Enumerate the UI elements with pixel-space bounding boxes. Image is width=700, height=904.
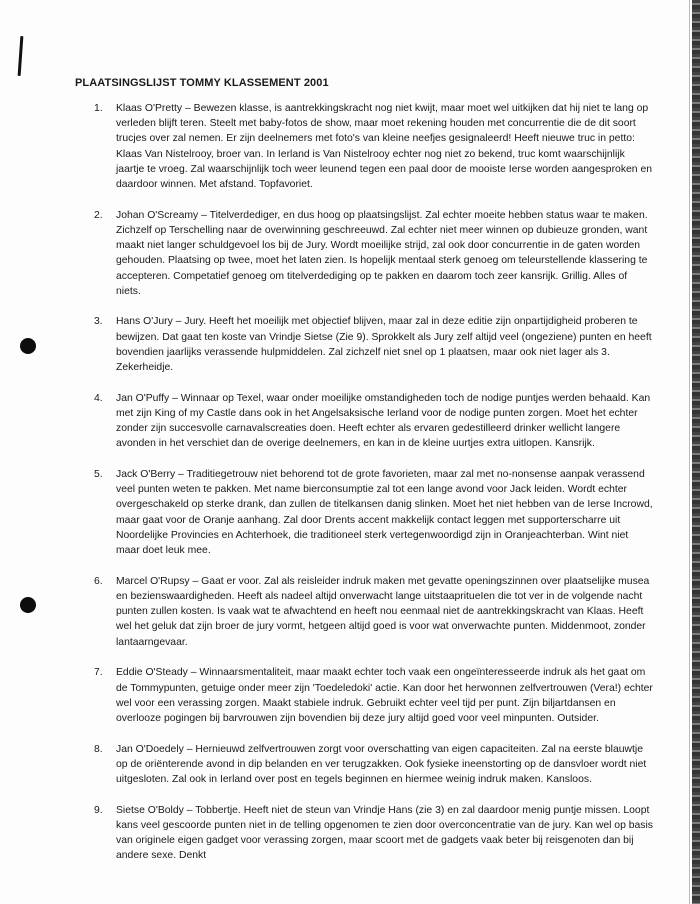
scan-edge xyxy=(692,0,700,904)
entry-text: Jack O'Berry – Traditiegetrouw niet behorend tot de grote favorieten, maar zal met no-nonsense aanpak verassend veel punten weten te pakken. Met name bierconsumptie zal tot een lange avond voor Jack leiden. Wordt echter overgeschakeld op sterke drank, dan zullen de titelkansen danig slinken. Moet het niet hebben van de Ierse Incrowd, maar gaat voor de Oranje aanhang. Zal door Drents accent makkelijk contact leggen met supporterscharre uit Noordelijke Provincies en Achterhoek, die traditioneel sterk vertegenwoordigd zijn in Oranjeachterban. Wint niet maar doet leuk mee. xyxy=(116,469,653,557)
entry-text: Eddie O'Steady – Winnaarsmentaliteit, maar maakt echter toch vaak een ongeïnteresseerde indruk als het gaat om de Tommypunten, getuige onder meer zijn 'Toedeledoki' actie. Kan door het herwonnen zelfvertrouwen (Vera!) echter wel voor een verassing zorgen. Maakt stabiele indruk. Gebruikt echter veel tijd per punt. Zijn biljartdansen en overlooze pogingen bij barvrouwen zijn bovendien bij deze jury altijd goed voor veel minpunten. Outsider. xyxy=(116,667,653,724)
entry-text: Johan O'Screamy – Titelverdediger, en dus hoog op plaatsingslijst. Zal echter moeite hebben status waar te maken. Zichzelf op Terschelling naar de overwinning geschreeuwd. Zal echter niet meer winnen op dubieuze gronden, want maakt niet langer schuldgevoel los bij de Jury. Wordt moeilijke strijd, zal ook door concurrentie in de gaten worden gehouden. Plaatsing op twee, moet het laten zien. Is hopelijk mentaal sterk genoeg om teleurstellende klassering te accepteren. Competatief genoeg om titelverdediging op te pakken en daarom toch zeer kansrijk. Grillig. Alles of niets. xyxy=(116,209,648,297)
entry-number: 1. xyxy=(94,103,103,114)
list-item xyxy=(88,574,653,650)
list-item xyxy=(88,314,653,375)
entry-number: 5. xyxy=(94,469,103,481)
entry-number: 6. xyxy=(94,575,103,587)
entry-number: 8. xyxy=(94,743,103,755)
list-item xyxy=(88,803,653,864)
entry-text: Marcel O'Rupsy – Gaat er voor. Zal als reisleider indruk maken met gevatte openingszinnen over plaatselijke musea en bezienswaardigheden. Heeft als nadeel altijd onverwacht lange uitstaapritueIen die tot ver in de volgende nacht punten zullen kosten. Is vaak wat te afwachtend en heeft nou eenmaal niet de aantrekkingskracht van Klaas. Heeft wel het geluk dat zijn broer de jury vormt, hetgeen altijd goed is voor wat onverwachte punten. Middenmoot, zonder lantaarngevaar. xyxy=(116,575,650,648)
pen-mark xyxy=(18,36,24,76)
list-item xyxy=(88,101,653,192)
entry-text: Klaas O'Pretty – Bewezen klasse, is aantrekkingskracht nog niet kwijt, maar moet wel uitkijken dat hij niet te lang op verleden blijft teren. Steelt met baby-fotos de show, maar moet rekening houden met concurrentie die de dit soort trucjes over zal nemen. Er zijn deelnemers met foto's van kleine neefjes gesignaleerd! Heeft nieuwe truc in petto: Klaas Van Nistelrooy, broer van. In Ierland is Van Nistelrooy echter nog niet zo bekend, truc komt waarschijnlijk jaartje te vroeg. Zal waarschijnlijk toch weer leunend tegen een paal door de mooiste Ierse worden aangesproken en daardoor winnen. Met afstand. Topfavoriet. xyxy=(116,103,653,191)
document-title: PLAATSINGSLIJST TOMMY KLASSEMENT 2001 xyxy=(75,77,329,89)
punch-hole xyxy=(20,338,36,354)
entry-text: Jan O'Puffy – Winnaar op Texel, waar onder moeilijke omstandigheden toch de nodige puntjes werden behaald. Kan met zijn King of my Castle dans ook in het Angelsaksische Ierland voor de nodige punten zorgen. Moet het echter zonder zijn succesvolle carnavalscreaties doen. Heeft echter als ervaren gedestilleerd drinker wellicht langere avonden in het verschiet dan de overige deelnemers, en kan in de kleine uurtjes extra uitlopen. Kansrijk. xyxy=(116,392,651,450)
entry-text: Jan O'Doedely – Hernieuwd zelfvertrouwen zorgt voor overschatting van eigen capaciteiten. Zal na eerste blauwtje op de oriënterende avond in dip belanden en ver terugzakken. Ook fysieke ineenstorting op de dansvloer wordt niet uitgesloten. Zal ook in Ierland over post en tegels beginnen en hiermee weinig indruk maken. Kansloos. xyxy=(116,743,647,786)
scan-edge-line xyxy=(689,0,690,904)
list-item xyxy=(88,742,653,788)
entry-text: Hans O'Jury – Jury. Heeft het moeilijk met objectief blijven, maar zal in deze editie zijn onpartijdigheid proberen te bewijzen. Dat gaat ten koste van Vrindje Sietse (Zie 9). Sprokkelt als Jury zelf altijd veel (ongeziene) punten en heeft bovendien jaarlijks verassende hulpmiddelen. Zal zichzelf niet snel op 1 plaatsen, maar ook niet lager als 3. Zekerheidje. xyxy=(116,316,652,374)
list-item xyxy=(88,665,653,726)
entry-number: 2. xyxy=(94,209,103,221)
entry-number: 4. xyxy=(94,392,103,404)
list-item xyxy=(88,391,653,452)
list-item xyxy=(88,467,653,558)
punch-hole xyxy=(20,597,36,613)
entry-number: 3. xyxy=(94,316,103,328)
entry-text: Sietse O'Boldy – Tobbertje. Heeft niet de steun van Vrindje Hans (zie 3) en zal daardoor menig puntje missen. Loopt kans veel gescoorde punten niet in de telling opgenomen te zien door overconcentratie van de jury. Kan wel op basis van originele eigen gadget voor verassing zorgen, maar scoort met de gadgets vaak beter bij reisgenoten dan bij andere sexe. Denkt xyxy=(116,804,653,862)
entry-number: 7. xyxy=(94,667,103,679)
list-item xyxy=(88,208,653,299)
ranking-list xyxy=(88,101,653,879)
entry-number: 9. xyxy=(94,804,103,816)
